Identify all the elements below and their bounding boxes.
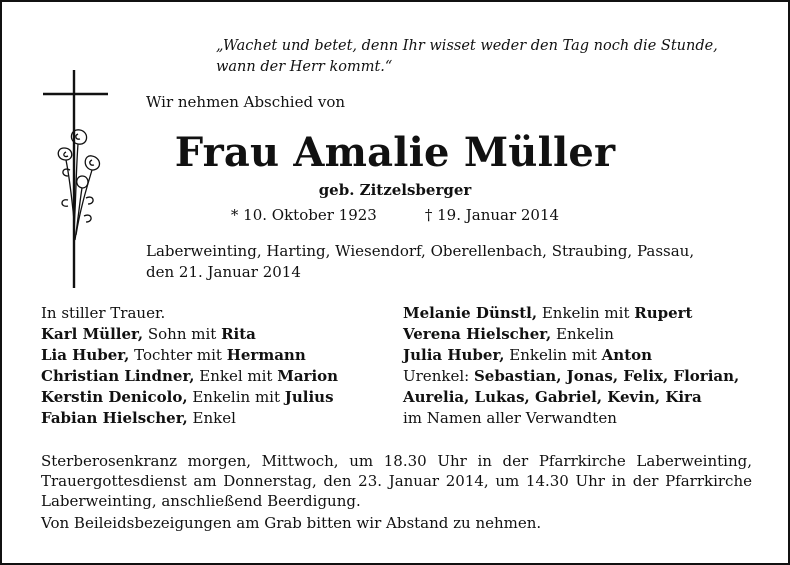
condolence-request: Von Beileidsbezeigungen am Grab bitten wir Abstand zu nehmen. bbox=[41, 514, 542, 532]
mourners-left-column bbox=[41, 303, 381, 429]
quote-line-2: wann der Herr kommt.“ bbox=[216, 59, 393, 75]
great-grandchildren-row: Urenkel: Sebastian, Jonas, Felix, Florian, bbox=[403, 367, 740, 385]
life-dates bbox=[0, 204, 790, 226]
places-line: Laberweinting, Harting, Wiesendorf, Oberellenbach, Straubing, Passau, bbox=[146, 242, 695, 260]
places-and-date bbox=[146, 241, 766, 283]
mourner-row: Fabian Hielscher, Enkel bbox=[41, 409, 236, 427]
funeral-notice bbox=[41, 451, 752, 535]
birth-date: * 10. Oktober 1923 bbox=[230, 206, 377, 224]
mourner-row: Verena Hielscher, Enkelin bbox=[403, 325, 614, 343]
bible-quote bbox=[216, 36, 776, 78]
mourner-row: Melanie Dünstl, Enkelin mit Rupert bbox=[403, 304, 693, 322]
death-date: † 19. Januar 2014 bbox=[424, 206, 560, 224]
maiden-name: geb. Zitzelsberger bbox=[318, 181, 472, 199]
mourners-heading: In stiller Trauer. bbox=[41, 304, 166, 322]
date-line: den 21. Januar 2014 bbox=[146, 263, 301, 281]
intro-text: Wir nehmen Abschied von bbox=[146, 93, 346, 111]
mourner-row: Kerstin Denicolo, Enkelin mit Julius bbox=[41, 388, 334, 406]
mourner-row: Julia Huber, Enkelin mit Anton bbox=[403, 346, 653, 364]
service-details: Sterberosenkranz morgen, Mittwoch, um 18.30 Uhr in der Pfarrkirche Laberweinting, Trauergottesdienst am Donnerstag, den 23. Januar 2014, um 14.30 Uhr in der Pfarrkirche Laberweinting, anschließend Beerdigung. bbox=[41, 452, 752, 510]
mourners-right-column bbox=[403, 303, 773, 429]
deceased-name: Frau Amalie Müller bbox=[174, 129, 616, 176]
relatives-line: im Namen aller Verwandten bbox=[403, 409, 617, 427]
mourner-row: Christian Lindner, Enkel mit Marion bbox=[41, 367, 339, 385]
mourner-row: Lia Huber, Tochter mit Hermann bbox=[41, 346, 306, 364]
great-grandchildren-row-2: Aurelia, Lukas, Gabriel, Kevin, Kira bbox=[403, 388, 702, 406]
mourner-row: Karl Müller, Sohn mit Rita bbox=[41, 325, 256, 343]
quote-line-1: „Wachet und betet, denn Ihr wisset weder den Tag noch die Stunde, bbox=[216, 38, 718, 54]
